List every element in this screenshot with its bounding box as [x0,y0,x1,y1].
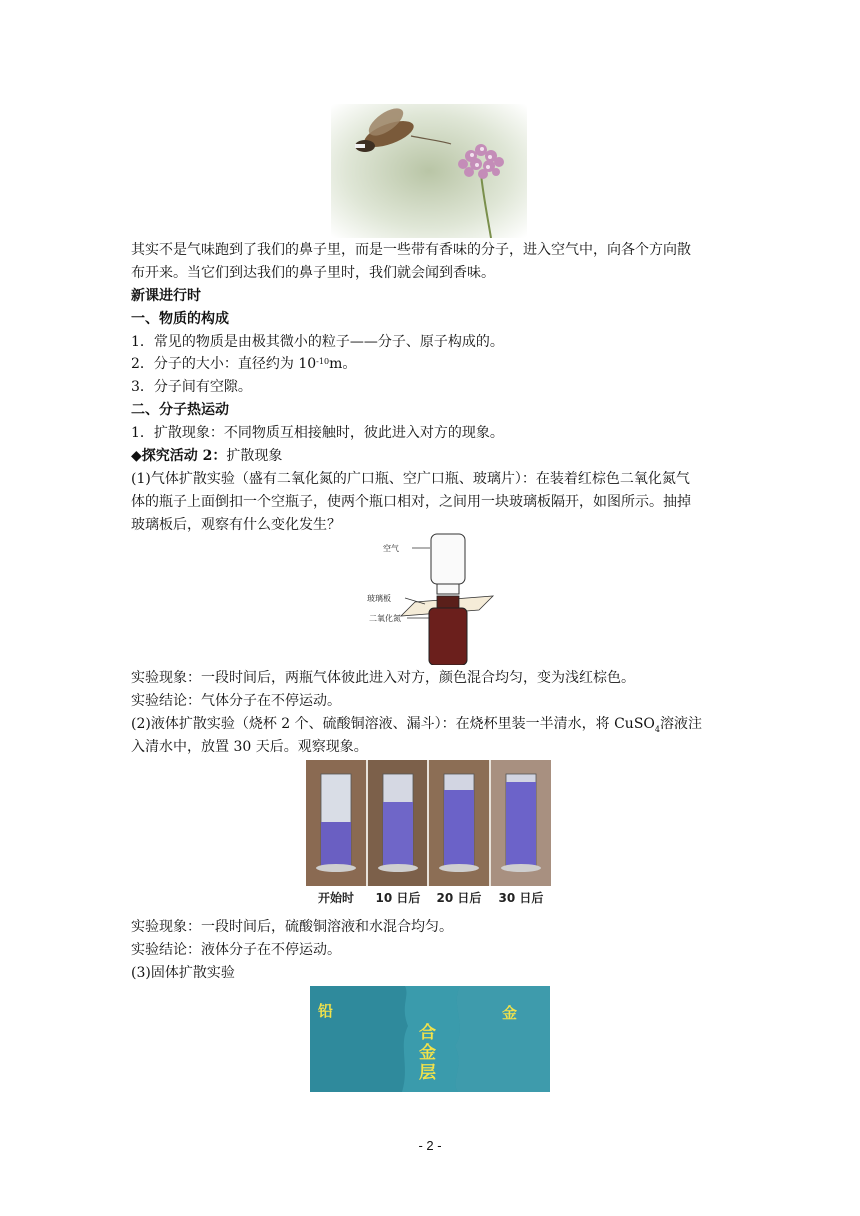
caption-30-days: 30 日后 [498,891,544,905]
paragraph-line: 实验结论：液体分子在不停运动。 [131,942,341,958]
line-text: (2)液体扩散实验（烧杯 2 个、硫酸铜溶液、漏斗）：在烧杯里装一半清水，将 CuSO [131,716,655,732]
caption-20-days: 20 日后 [436,891,482,905]
paragraph-line: (3)固体扩散实验 [131,965,235,981]
activity-name: 扩散现象 [226,448,283,464]
paragraph-line: 其实不是气味跑到了我们的鼻子里，而是一些带有香味的分子，进入空气中，向各个方向散 [131,242,691,258]
label-air: 空气 [383,544,399,553]
exponent: -10 [316,357,330,366]
list-item: 3．分子间有空隙。 [131,379,252,395]
section-heading: 新课进行时 [131,288,201,304]
item-text: 2．分子的大小：直径约为 10 [131,356,317,372]
label-glass: 玻璃板 [367,594,391,603]
label-alloy-2: 金 [419,1043,436,1063]
line-text: 溶液注 [659,716,702,732]
solid-diffusion-photo [310,986,550,1092]
label-no2: 二氧化氮 [369,614,401,623]
label-lead: 铅 [318,1002,334,1020]
paragraph-line: 布开来。当它们到达我们的鼻子里时，我们就会闻到香味。 [131,265,495,281]
cylinder-start [316,774,356,872]
activity-title [131,445,731,467]
liquid-diffusion-photo [306,760,551,886]
paragraph-line: 体的瓶子上面倒扣一个空瓶子，使两个瓶口相对，之间用一块玻璃板隔开，如图所示。抽掉 [131,494,691,510]
list-item [131,353,731,375]
list-item: 1．常见的物质是由极其微小的粒子——分子、原子构成的。 [131,334,504,350]
item-text: m。 [329,356,357,372]
list-item: 1．扩散现象：不同物质互相接触时，彼此进入对方的现象。 [131,425,504,441]
label-alloy-1: 合 [419,1023,436,1043]
paragraph-line: 入清水中，放置 30 天后。观察现象。 [131,739,368,755]
cylinder-10-days [378,774,418,872]
paragraph-line: 实验结论：气体分子在不停运动。 [131,693,341,709]
subscript: 4 [654,724,660,734]
caption-10-days: 10 日后 [375,891,421,905]
page-number: - 2 - [418,1138,442,1153]
cylinder-30-days [501,774,541,872]
gas-diffusion-figure [367,532,497,665]
section-heading: 一、物质的构成 [131,311,229,327]
paragraph-line: (1)气体扩散实验（盛有二氧化氮的广口瓶、空广口瓶、玻璃片）：在装着红棕色二氧化氮气 [131,471,690,487]
label-alloy-3: 层 [419,1063,436,1083]
cylinder-20-days [439,774,479,872]
activity-label: ◆探究活动 2： [131,448,227,464]
label-gold: 金 [502,1004,518,1022]
paragraph-line: 实验现象：一段时间后，硫酸铜溶液和水混合均匀。 [131,919,453,935]
paragraph-line: 玻璃板后，观察有什么变化发生？ [131,517,341,533]
paragraph-line: 实验现象：一段时间后，两瓶气体彼此进入对方，颜色混合均匀，变为浅红棕色。 [131,670,635,686]
caption-start: 开始时 [317,891,354,905]
section-heading: 二、分子热运动 [131,402,229,418]
moth-flower-photo [331,104,527,238]
